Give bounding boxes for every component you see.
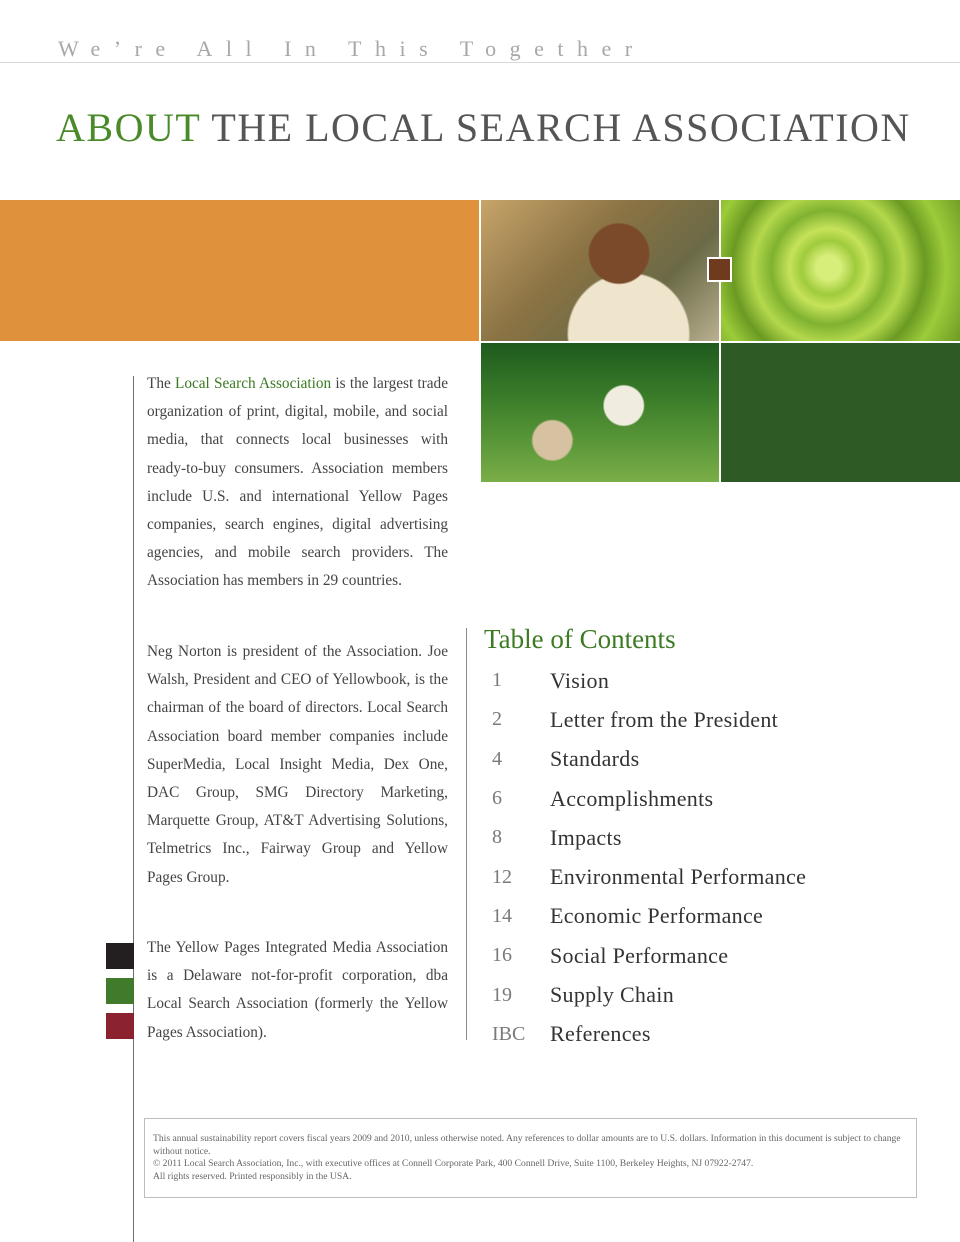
mother-and-child-photo: [481, 343, 719, 482]
association-name-highlight: Local Search Association: [174, 375, 332, 392]
intro-post: is the largest trade organization of print, digital, mobile, and social media, that connects local businesses with ready-to-buy consumers. Association members include U.S. and international Yellow Pages companies, search engines, digital advertising agencies, and mobile search providers. The Association has members in 29 countries.: [147, 375, 448, 590]
toc-item-standards[interactable]: [492, 740, 806, 779]
woman-on-phone-photo: [481, 200, 719, 341]
left-vertical-rule: [133, 376, 134, 1242]
intro-pre: The: [147, 375, 175, 392]
legal-footer-box: [144, 1118, 917, 1198]
footer-disclaimer: This annual sustainability report covers fiscal years 2009 and 2010, unless otherwise noted. Any references to dollar amounts are to U.S. dollars. Information in this document is subject to change without notice.: [153, 1133, 901, 1157]
toc-label: Supply Chain: [550, 982, 674, 1008]
tagline: We’re All In This Together: [58, 36, 646, 61]
brown-accent-square: [707, 257, 732, 282]
red-color-swatch: [106, 1013, 134, 1039]
toc-page-number: 2: [492, 708, 502, 731]
footer-copyright: © 2011 Local Search Association, Inc., with executive offices at Connell Corporate Park, 400 Connell Drive, Suite 1100, Berkeley Heights, NJ 07922-2747.: [153, 1158, 754, 1170]
title-rest: THE LOCAL SEARCH ASSOCIATION: [211, 105, 911, 150]
orange-color-band: [0, 200, 479, 341]
toc-item-impacts[interactable]: [492, 818, 806, 857]
leadership-paragraph: Neg Norton is president of the Association. Joe Walsh, President and CEO of Yellowbook, is the chairman of the board of directors. Local Search Association board member companies include SuperMedia, Local Insight Media, Dex One, DAC Group, SMG Directory Marketing, Marquette Group, AT&T Advertising Solutions, Telmetrics Inc., Fairway Group and Yellow Pages Group.: [147, 643, 448, 886]
toc-label: Letter from the President: [550, 706, 779, 732]
legal-status-paragraph: The Yellow Pages Integrated Media Association is a Delaware not-for-profit corporation, dba Local Search Association (formerly the Yellow Pages Association).: [147, 939, 448, 1041]
toc-item-economic[interactable]: [492, 897, 806, 936]
toc-page-number: 16: [492, 944, 512, 967]
succulent-plant-photo: [721, 200, 960, 341]
toc-page-number: 12: [492, 865, 512, 888]
toc-page-number: 8: [492, 826, 502, 849]
dark-green-color-block: [721, 343, 960, 482]
toc-item-accomplishments[interactable]: [492, 779, 806, 818]
intro-paragraph: [147, 370, 448, 596]
toc-item-vision[interactable]: [492, 661, 806, 700]
toc-item-environmental[interactable]: [492, 857, 806, 896]
toc-item-letter[interactable]: [492, 700, 806, 739]
toc-page-number: 19: [492, 983, 512, 1006]
toc-page-number: 14: [492, 904, 512, 927]
toc-page-number: 4: [492, 747, 502, 770]
toc-page-number: 6: [492, 787, 502, 810]
toc-page-number: IBC: [492, 1022, 526, 1045]
toc-label: Accomplishments: [550, 785, 714, 811]
toc-label: Economic Performance: [550, 903, 764, 929]
toc-item-supply-chain[interactable]: [492, 975, 806, 1014]
footer-rights: All rights reserved. Printed responsibly in the USA.: [153, 1170, 352, 1182]
toc-title: Table of Contents: [484, 624, 676, 654]
toc-page-number: 1: [492, 669, 502, 692]
toc-label: Standards: [550, 746, 640, 772]
toc-label: Impacts: [550, 824, 622, 850]
toc-label: Vision: [550, 667, 610, 693]
column-divider: [466, 628, 467, 1040]
toc-item-references[interactable]: [492, 1015, 806, 1054]
page-title: [56, 104, 911, 151]
green-color-swatch: [106, 978, 134, 1004]
black-color-swatch: [106, 943, 134, 969]
toc-label: Environmental Performance: [550, 864, 807, 890]
header-divider: [0, 62, 960, 63]
toc-item-social[interactable]: [492, 936, 806, 975]
toc-label: References: [550, 1021, 651, 1047]
title-accent: ABOUT: [56, 105, 201, 150]
toc-label: Social Performance: [550, 942, 729, 968]
table-of-contents: [492, 661, 806, 1054]
